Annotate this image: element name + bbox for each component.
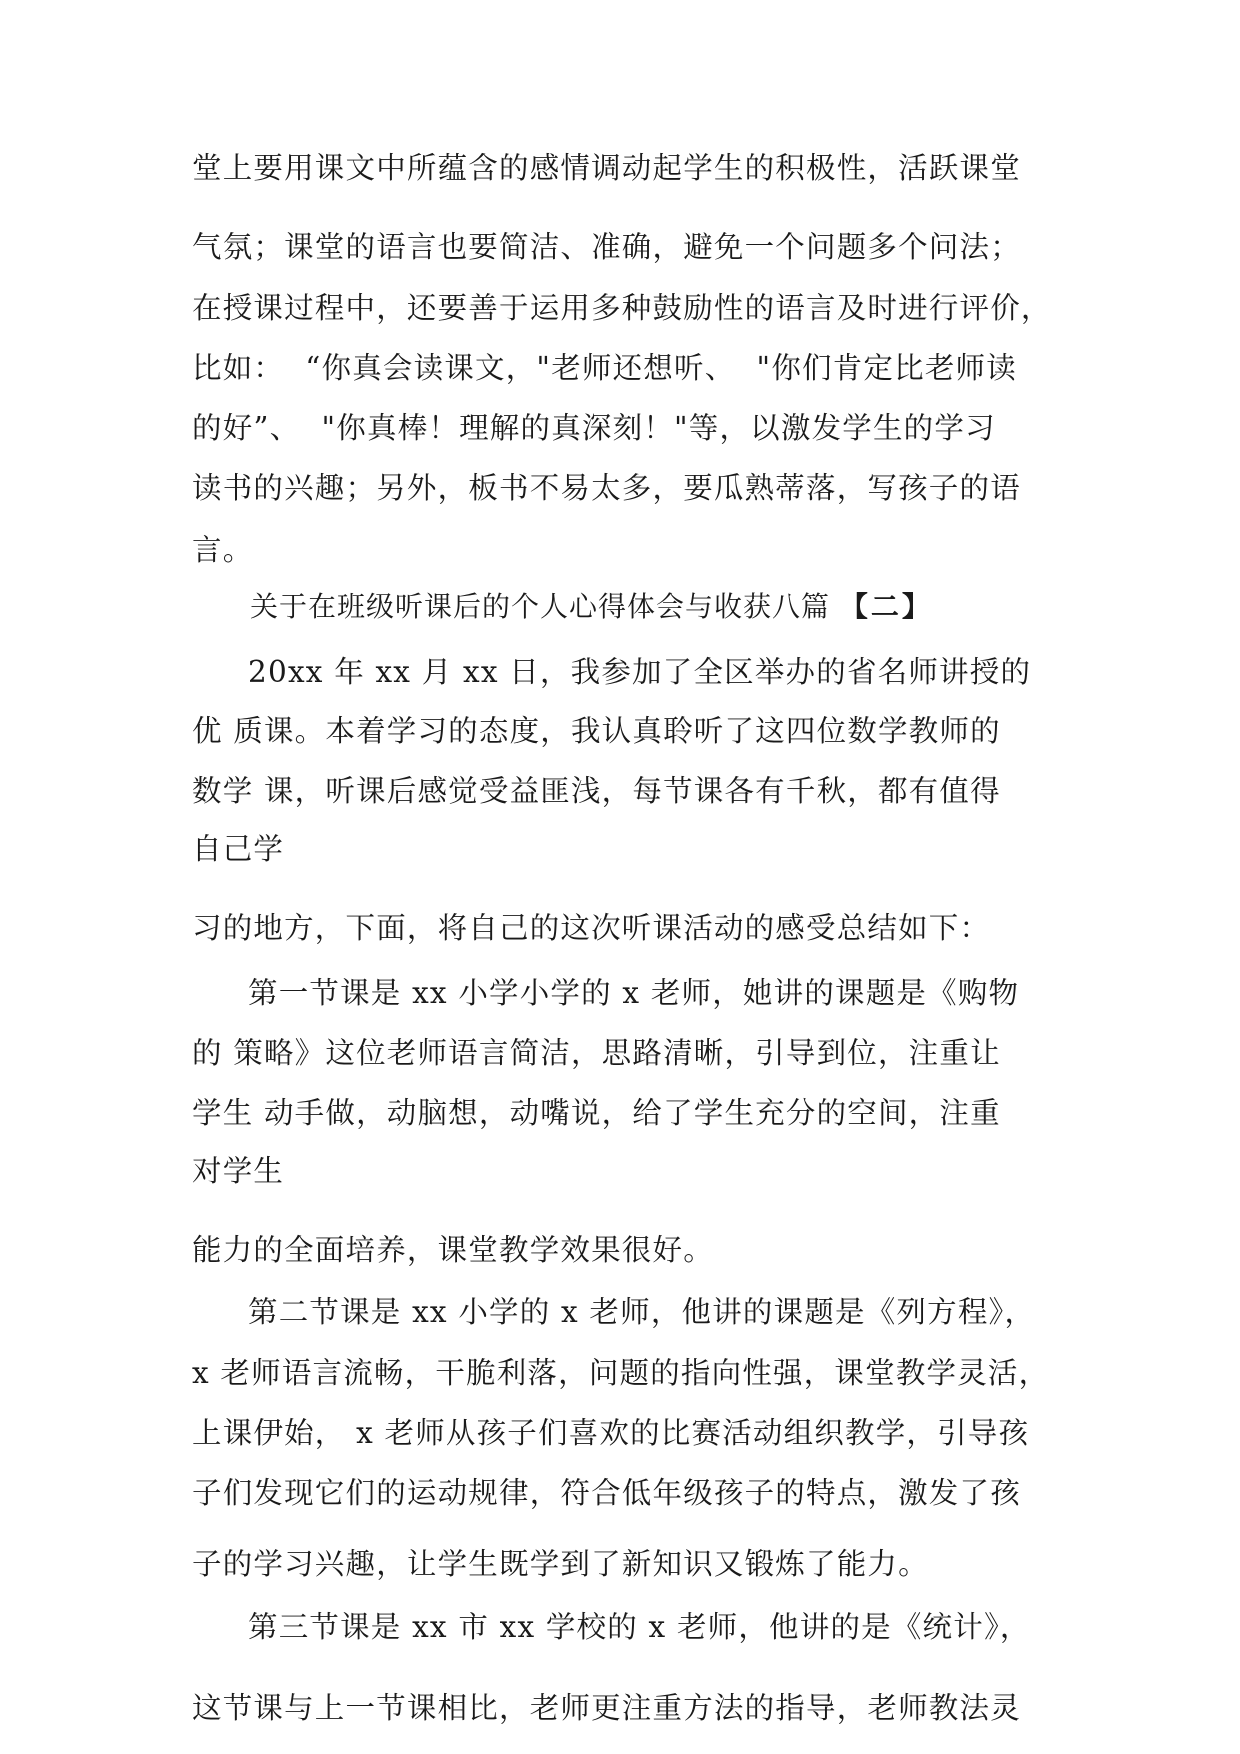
paragraph-line: 言。 bbox=[192, 533, 254, 567]
paragraph-line: 上课伊始， x 老师从孩子们喜欢的比赛活动组织教学，引导孩 bbox=[192, 1416, 1030, 1450]
paragraph-line: 在授课过程中，还要善于运用多种鼓励性的语言及时进行评价， bbox=[192, 291, 1052, 325]
section-heading-tag: 【二】 bbox=[839, 590, 933, 623]
paragraph-line: 第一节课是 xx 小学小学的 x 老师，她讲的课题是《购物 bbox=[248, 976, 1020, 1010]
paragraph-line: 优 质课。本着学习的态度，我认真聆听了这四位数学教师的 bbox=[192, 714, 1001, 748]
section-heading bbox=[250, 587, 933, 627]
paragraph-line: 读书的兴趣；另外，板书不易太多，要瓜熟蒂落，写孩子的语 bbox=[192, 471, 1021, 505]
paragraph-line: 这节课与上一节课相比，老师更注重方法的指导，老师教法灵 bbox=[192, 1691, 1021, 1725]
paragraph-line: 自己学 bbox=[192, 832, 285, 866]
paragraph-line: x 老师语言流畅，干脆利落，问题的指向性强，课堂教学灵活， bbox=[192, 1356, 1050, 1390]
paragraph-line: 的好”、 "你真棒！理解的真深刻！"等，以激发学生的学习 bbox=[192, 411, 996, 445]
paragraph-line: 比如： “你真会读课文，"老师还想听、 "你们肯定比老师读 bbox=[192, 351, 1017, 385]
paragraph-line: 对学生 bbox=[192, 1154, 285, 1188]
paragraph-line: 习的地方，下面，将自己的这次听课活动的感受总结如下： bbox=[192, 911, 991, 945]
paragraph-line: 能力的全面培养，课堂教学效果很好。 bbox=[192, 1233, 714, 1267]
paragraph-line: 第三节课是 xx 市 xx 学校的 x 老师，他讲的是《统计》， bbox=[248, 1610, 1031, 1644]
paragraph-line: 子的学习兴趣，让学生既学到了新知识又锻炼了能力。 bbox=[192, 1547, 929, 1581]
paragraph-line: 子们发现它们的运动规律，符合低年级孩子的特点，激发了孩 bbox=[192, 1476, 1021, 1510]
paragraph-line: 20xx 年 xx 月 xx 日，我参加了全区举办的省名师讲授的 bbox=[248, 655, 1032, 689]
paragraph-line: 堂上要用课文中所蕴含的感情调动起学生的积极性，活跃课堂 bbox=[192, 151, 1021, 185]
section-heading-text: 关于在班级听课后的个人心得体会与收获八篇 bbox=[250, 590, 840, 623]
paragraph-line: 气氛；课堂的语言也要简洁、准确，避免一个问题多个问法； bbox=[192, 230, 1021, 264]
paragraph-line: 学生 动手做，动脑想，动嘴说，给了学生充分的空间，注重 bbox=[192, 1096, 1001, 1130]
paragraph-line: 的 策略》这位老师语言简洁，思路清晰，引导到位，注重让 bbox=[192, 1036, 1001, 1070]
paragraph-line: 数学 课，听课后感觉受益匪浅，每节课各有千秋，都有值得 bbox=[192, 774, 1001, 808]
paragraph-line: 第二节课是 xx 小学的 x 老师，他讲的课题是《列方程》， bbox=[248, 1295, 1036, 1329]
